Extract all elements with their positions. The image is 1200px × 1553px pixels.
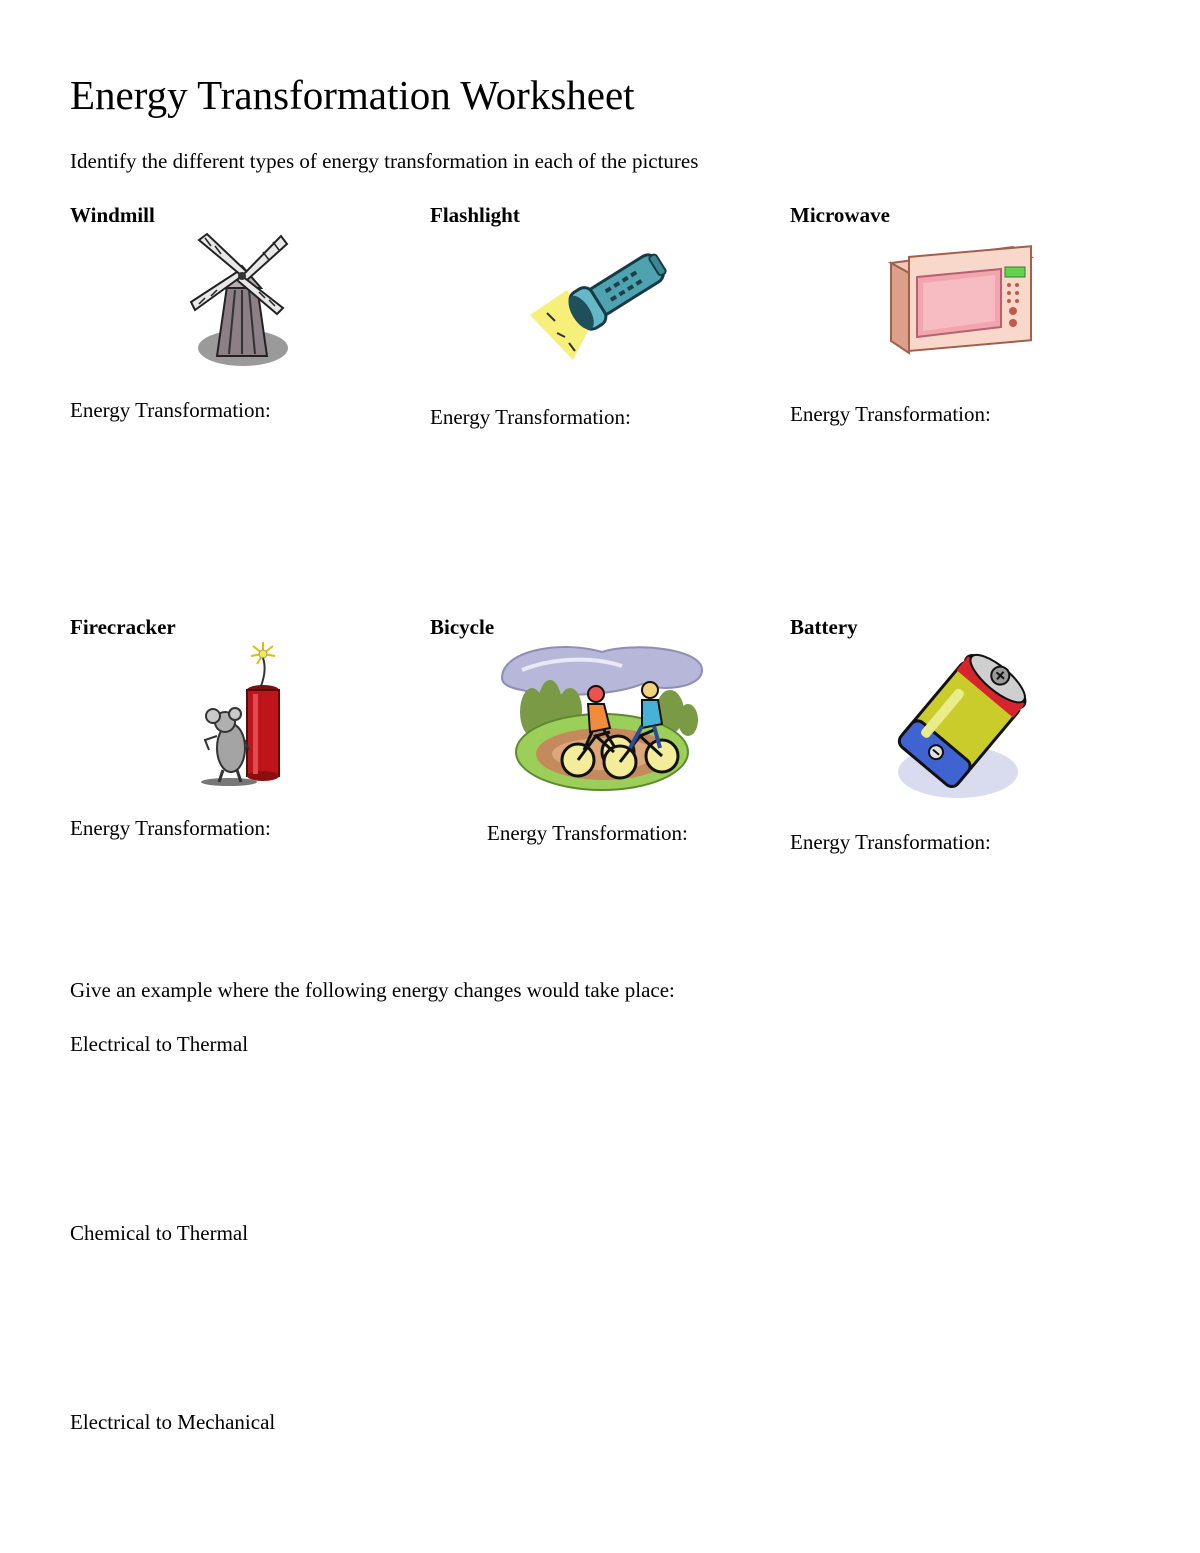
item-name-windmill: Windmill	[70, 203, 155, 227]
energy-change-electrical-thermal: Electrical to Thermal	[70, 1032, 249, 1056]
item-name-firecracker: Firecracker	[70, 615, 176, 639]
energy-transformation-label-windmill: Energy Transformation:	[70, 398, 271, 422]
item-name-flashlight: Flashlight	[430, 203, 520, 227]
firecracker-icon	[195, 640, 290, 788]
instructions-text: Identify the different types of energy transformation in each of the pictures	[70, 149, 699, 173]
page-title: Energy Transformation Worksheet	[70, 72, 635, 118]
energy-transformation-label-battery: Energy Transformation:	[790, 830, 991, 854]
battery-icon	[888, 640, 1038, 805]
item-name-battery: Battery	[790, 615, 858, 639]
bicycle-icon	[492, 640, 707, 795]
examples-prompt: Give an example where the following energy changes would take place:	[70, 978, 675, 1002]
energy-change-electrical-mechanical: Electrical to Mechanical	[70, 1410, 276, 1434]
energy-transformation-label-bicycle: Energy Transformation:	[487, 821, 688, 845]
windmill-icon	[185, 228, 295, 373]
energy-transformation-label-firecracker: Energy Transformation:	[70, 816, 271, 840]
energy-transformation-label-flashlight: Energy Transformation:	[430, 405, 631, 429]
energy-change-chemical-thermal: Chemical to Thermal	[70, 1221, 249, 1245]
flashlight-icon	[525, 235, 680, 365]
item-name-bicycle: Bicycle	[430, 615, 495, 639]
energy-transformation-label-microwave: Energy Transformation:	[790, 402, 991, 426]
item-name-microwave: Microwave	[790, 203, 890, 227]
microwave-icon	[885, 245, 1035, 357]
